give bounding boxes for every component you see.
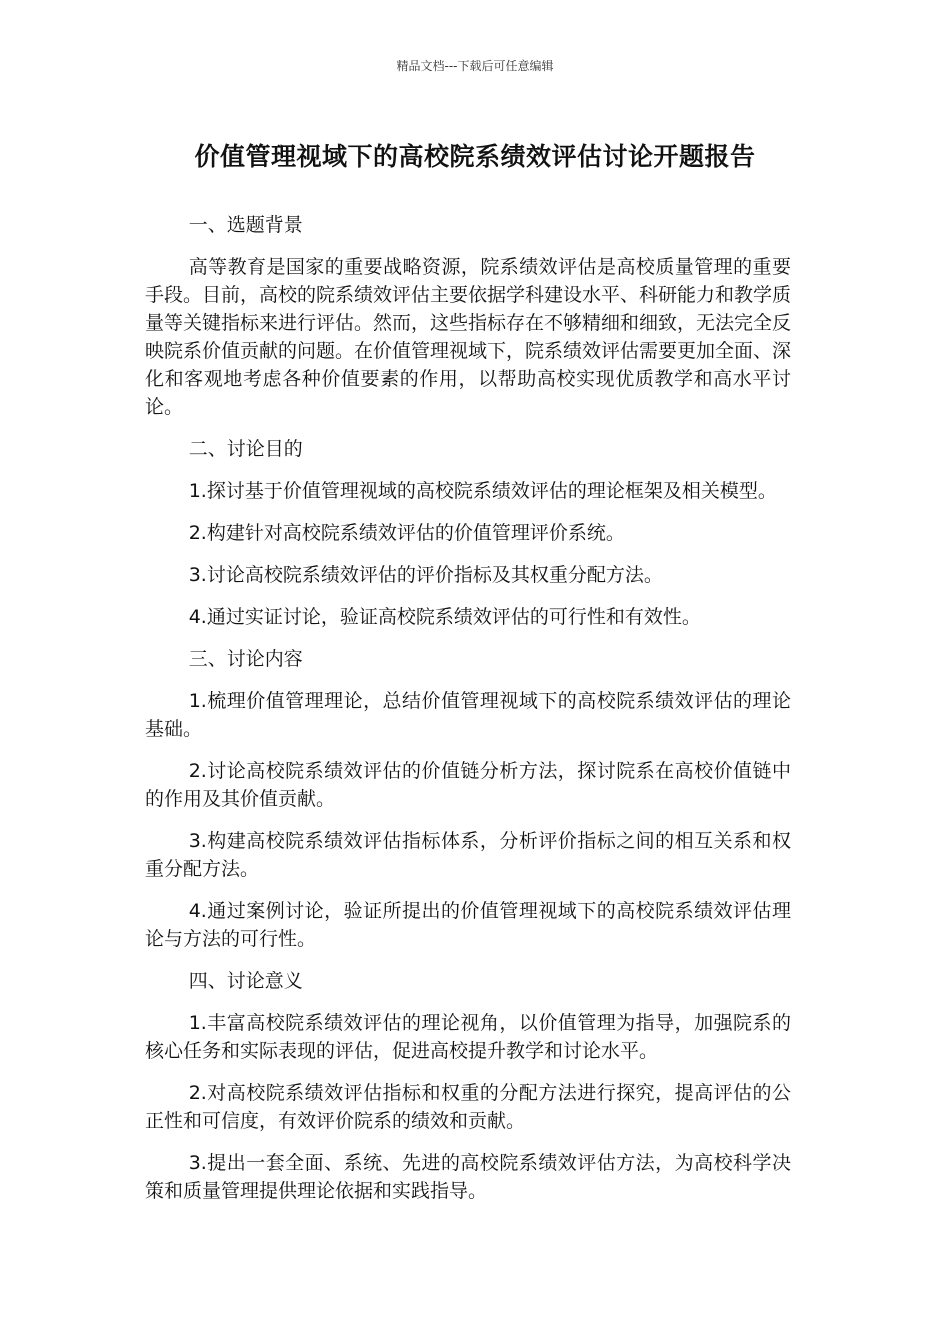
content-item-3: 3.构建高校院系绩效评估指标体系，分析评价指标之间的相互关系和权重分配方法。 <box>145 830 791 880</box>
purpose-item-4: 4.通过实证讨论，验证高校院系绩效评估的可行性和有效性。 <box>188 606 701 628</box>
header-note: 精品文档---下载后可任意编辑 <box>396 59 554 73</box>
content-item-4: 4.通过案例讨论，验证所提出的价值管理视域下的高校院系绩效评估理论与方法的可行性。 <box>145 900 791 950</box>
paragraph-background: 高等教育是国家的重要战略资源，院系绩效评估是高校质量管理的重要手段。目前，高校的院系绩效评估主要依据学科建设水平、科研能力和教学质量等关键指标来进行评估。然而，这些指标存在不够精细和细致，无法完全反映院系价值贡献的问题。在价值管理视域下，院系绩效评估需要更加全面、深化和客观地考虑各种价值要素的作用，以帮助高校实现优质教学和高水平讨论。 <box>145 256 792 418</box>
section-heading-purpose: 二、讨论目的 <box>188 438 303 460</box>
purpose-item-3: 3.讨论高校院系绩效评估的评价指标及其权重分配方法。 <box>188 564 663 586</box>
document-body <box>145 211 791 1219</box>
section-heading-background: 一、选题背景 <box>188 214 303 236</box>
purpose-item-2: 2.构建针对高校院系绩效评估的价值管理评价系统。 <box>188 522 625 544</box>
document-title: 价值管理视域下的高校院系绩效评估讨论开题报告 <box>194 142 756 171</box>
section-heading-significance: 四、讨论意义 <box>188 970 303 992</box>
section-heading-content: 三、讨论内容 <box>188 648 303 670</box>
significance-item-3: 3.提出一套全面、系统、先进的高校院系绩效评估方法，为高校科学决策和质量管理提供理论依据和实践指导。 <box>145 1152 791 1202</box>
significance-item-2: 2.对高校院系绩效评估指标和权重的分配方法进行探究，提高评估的公正性和可信度，有效评价院系的绩效和贡献。 <box>145 1082 791 1132</box>
significance-item-1: 1.丰富高校院系绩效评估的理论视角，以价值管理为指导，加强院系的核心任务和实际表现的评估，促进高校提升教学和讨论水平。 <box>145 1012 791 1062</box>
content-item-1: 1.梳理价值管理理论，总结价值管理视域下的高校院系绩效评估的理论基础。 <box>145 690 791 740</box>
content-item-2: 2.讨论高校院系绩效评估的价值链分析方法，探讨院系在高校价值链中的作用及其价值贡献。 <box>145 760 791 810</box>
purpose-item-1: 1.探讨基于价值管理视域的高校院系绩效评估的理论框架及相关模型。 <box>188 480 777 502</box>
